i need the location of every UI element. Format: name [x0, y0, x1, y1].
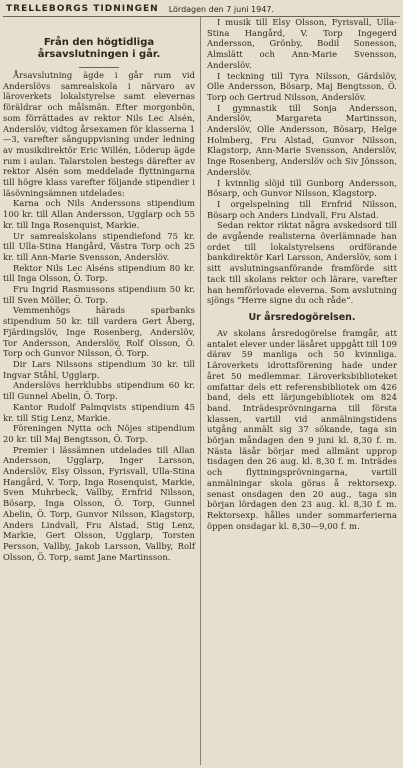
article-headline: Från den högtidliga årsavslutningen i går. — [37, 37, 161, 60]
paragraph: I musik till Elsy Olsson, Fyrisvall, Ulla-Stina Hangård, V. Torp Ingegerd Andersson, Grönby, Bodil Sonesson, Almslätt och Ann-Marie Svensson, Anderslöv. — [207, 17, 397, 70]
paragraph: Rektor Nils Lec Alséns stipendium 80 kr. till Inga Olsson, Ö. Torp. — [3, 262, 195, 284]
paragraph: Fru Ingrid Rasmussons stipendium 50 kr. till Sven Möller, Ö. Torp. — [3, 284, 195, 305]
paragraph: I orgelspelning till Ernfrid Nilsson, Bösarp och Anders Lindvall, Fru Alstad. — [207, 198, 397, 220]
paragraph: Av skolans årsredogörelse framgår, att antalet elever under läsåret uppgått till 109 därav 59 manliga och 50 kvinnliga. Läroverkets idrottsförening hade under året 50 medlemmar. Läroverksbiblioteket omfattar dels ett referensbibliotek om 426 band, dels ett lärjungebibliotek om 824 band. Inträdesprövningarna till första klassen, vartill vid anmälningstidens utgång anmält sig 37 sökande, taga sin början måndagen den 9 juni kl. 8,30 f. m. Nästa läsår börjar med allmänt upprop tisdagen den 26 aug. kl. 8,30 f. m. Inträdes och flyttningsprövningarna, vartill anmälningar skola göras å rektorsexp. senast onsdagen den 20 aug., taga sin början lördagen den 23 aug. kl. 8,30 f. m. Rektorsexp. hålles under sommarferierna öppen onsdagar kl. 8,30—9,00 f. m. — [207, 327, 397, 531]
headline-rule — [79, 67, 119, 68]
newspaper-name: TRELLEBORGS TIDNINGEN — [6, 4, 159, 14]
paragraph: Karna och Nils Anderssons stipendium 100 kr. till Allan Andersson, Ugglarp och 55 kr. till Inga Rosenquist, Markie. — [3, 198, 195, 230]
paragraph: Ur samrealskolans stipendiefond 75 kr. till Ulla-Stina Hangård, Västra Torp och 25 kr. till Ann-Marie Svensson, Anderslöv. — [3, 230, 195, 262]
right-column — [200, 17, 397, 765]
paragraph: Årsavslutning ägde i går rum vid Anderslövs samrealskola i närvaro av läroverkets lokalstyrelse samt elevernas föräldrar och målsmän. Efter morgonbön, som förrättades av rektor Nils Lec Alsén, Anderslöv, vidtog årsexamen för klasserna 1—3, varefter sånguppvisning under ledning av musikdirektör Eric Willén, Löderup ägde rum i aulan. Talarstolen bestegs därefter av rektor Alsén som meddelade flyttningarna till högre klass varefter följande stipendier i läsövningsämnen utdelades: — [3, 70, 195, 198]
paragraph: Anderslövs herrklubbs stipendium 60 kr. till Gunnel Abelin, Ö. Torp. — [3, 380, 195, 402]
paragraph: Premier i lässämnen utdelades till Allan Andersson, Ugglarp, Inger Larsson, Anderslöv, Elsy Olsson, Fyrisvall, Ulla-Stina Hangård, V. Torp, Inga Rosenquist, Markie, Sven Muhrbeck, Vallby, Ernfrid Nilsson, Bösarp, Inga Olsson, Ö. Torp, Gunnel Abelin, Ö. Torp, Gunvor Nilsson, Klagstorp, Anders Lindvall, Fru Alstad, Stig Lenz, Markie, Gert Olsson, Ugglarp, Torsten Persson, Vallby, Jakob Larsson, Vallby, Rolf Olsson, Ö. Torp, samt Jane Martinsson. — [3, 444, 195, 562]
issue-date: Lördagen den 7 juni 1947. — [168, 4, 274, 14]
paragraph: Sedan rektor riktat några avskedsord till de avgående realisterna överlämnade han ordet till lokalstyrelsens ordförande bankdirektör Karl Larsson, Anderslöv, som i sitt avslutningsanförande framförde sitt tack till skolans rektor och lärare, varefter han hemförlovade eleverna. Som avslutning sjöngs ”Herre signe du och råde”. — [207, 220, 397, 306]
paragraph: I gymnastik till Sonja Andersson, Anderslöv, Margareta Martinsson, Anderslöv, Olle Andersson, Bösarp, Helge Holmberg, Fru Alstad, Gunvor Nilsson, Klagstorp, Ann-Marie Svensson, Anderslöv, Inge Rosenberg, Anderslöv och Siv Jönsson, Anderslöv. — [207, 102, 397, 177]
paragraph: Dir Lars Nilssons stipendium 30 kr. till Ingvar Ståhl, Ugglarp. — [3, 358, 195, 380]
paragraph: Kantor Rudolf Palmqvists stipendium 45 kr. till Stig Lenz, Markie. — [3, 401, 195, 423]
paragraph: I teckning till Tyra Nilsson, Gärdslöv, Olle Andersson, Bösarp, Maj Bengtsson, Ö. Torp och Gertrud Nilsson, Anderslöv. — [207, 70, 397, 102]
section-subheading: Ur årsredogörelsen. — [248, 311, 356, 323]
article-columns — [3, 17, 400, 765]
paragraph: I kvinnlig slöjd till Gunborg Andersson, Bösarp, och Gunvor Nilsson, Klagstorp. — [207, 177, 397, 199]
paragraph: Föreningen Nytta och Nöjes stipendium 20 kr. till Maj Bengtsson, Ö. Torp. — [3, 423, 195, 444]
masthead — [3, 2, 400, 17]
paragraph: Vemmenhögs härads sparbanks stipendium 50 kr. till vardera Gert Åberg, Fjärdingslöv, Inge Rosenberg, Anderslöv, Tor Andersson, Anderslöv, Rolf Olsson, Ö. Torp och Gunvor Nilsson, Ö. Torp. — [3, 305, 195, 359]
left-column — [3, 17, 200, 765]
